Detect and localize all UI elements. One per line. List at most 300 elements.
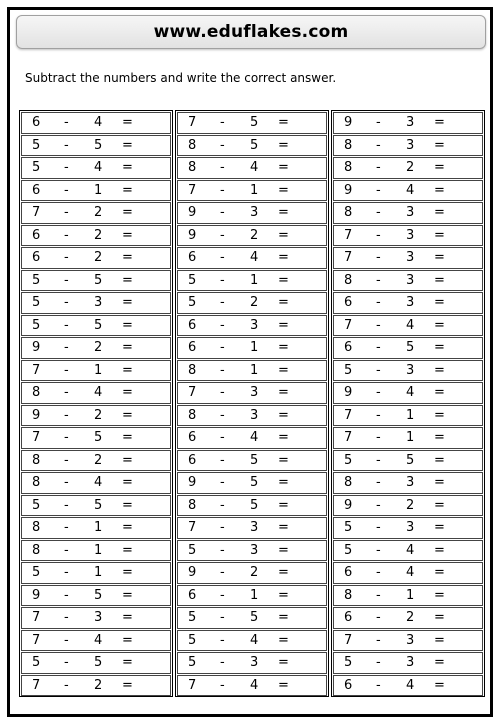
problem-row[interactable] xyxy=(333,202,483,224)
equals-sign: = xyxy=(122,677,133,693)
problem-row[interactable] xyxy=(333,517,483,539)
problem-row[interactable] xyxy=(21,450,171,472)
minuend: 9 xyxy=(32,407,41,423)
equals-sign: = xyxy=(278,362,289,378)
problem-row[interactable] xyxy=(21,112,171,134)
subtrahend: 4 xyxy=(406,565,415,580)
subtrahend: 5 xyxy=(94,430,103,445)
problem-row[interactable] xyxy=(333,360,483,382)
problem-row[interactable] xyxy=(177,382,327,404)
subtrahend: 3 xyxy=(406,295,415,310)
subtrahend: 5 xyxy=(250,452,259,468)
subtrahend: 3 xyxy=(94,610,103,625)
problem-row[interactable] xyxy=(21,427,171,449)
problem-row[interactable] xyxy=(333,292,483,314)
equals-sign: = xyxy=(122,407,133,423)
minus-sign: - xyxy=(64,160,69,175)
problem-row[interactable] xyxy=(333,427,483,449)
problem-row[interactable] xyxy=(21,225,171,247)
equals-sign: = xyxy=(278,497,289,513)
minuend: 6 xyxy=(32,227,41,243)
subtrahend: 3 xyxy=(250,317,259,333)
problem-row[interactable] xyxy=(177,180,327,202)
problem-row[interactable] xyxy=(177,405,327,427)
minuend: 6 xyxy=(344,340,353,355)
subtrahend: 2 xyxy=(406,610,415,625)
subtrahend: 1 xyxy=(94,520,103,535)
equals-sign: = xyxy=(278,542,289,558)
minus-sign: - xyxy=(64,565,69,580)
problem-row[interactable] xyxy=(21,157,171,179)
minuend: 5 xyxy=(32,160,41,175)
minus-sign: - xyxy=(376,565,381,580)
problem-row[interactable] xyxy=(177,472,327,494)
instructions-text: Subtract the numbers and write the correct answer. xyxy=(25,71,337,85)
equals-sign: = xyxy=(122,137,133,153)
equals-sign: = xyxy=(122,587,133,603)
minus-sign: - xyxy=(64,250,69,265)
minus-sign: - xyxy=(376,272,381,288)
subtrahend: 2 xyxy=(94,340,103,355)
problem-row[interactable] xyxy=(333,180,483,202)
minuend: 5 xyxy=(32,655,41,670)
minus-sign: - xyxy=(220,272,225,288)
minus-sign: - xyxy=(376,362,381,378)
problem-row[interactable] xyxy=(333,337,483,359)
problem-row[interactable] xyxy=(333,607,483,629)
subtrahend: 4 xyxy=(406,542,415,558)
equals-sign: = xyxy=(122,295,133,310)
equals-sign: = xyxy=(434,340,445,355)
equals-sign: = xyxy=(434,655,445,670)
minuend: 9 xyxy=(32,587,41,603)
problem-row[interactable] xyxy=(177,427,327,449)
subtrahend: 5 xyxy=(406,452,415,468)
equals-sign: = xyxy=(278,610,289,625)
minus-sign: - xyxy=(64,205,69,220)
problem-row[interactable] xyxy=(177,652,327,674)
subtrahend: 2 xyxy=(250,295,259,310)
minuend: 5 xyxy=(344,542,353,558)
subtrahend: 4 xyxy=(250,632,259,648)
equals-sign: = xyxy=(122,205,133,220)
subtrahend: 3 xyxy=(250,407,259,423)
problem-row[interactable] xyxy=(177,135,327,157)
equals-sign: = xyxy=(122,115,133,130)
minuend: 7 xyxy=(32,362,41,378)
minuend: 6 xyxy=(344,295,353,310)
minus-sign: - xyxy=(64,542,69,558)
subtrahend: 2 xyxy=(94,205,103,220)
equals-sign: = xyxy=(434,610,445,625)
subtrahend: 5 xyxy=(94,655,103,670)
minus-sign: - xyxy=(64,407,69,423)
problem-row[interactable] xyxy=(333,315,483,337)
subtrahend: 1 xyxy=(406,407,415,423)
equals-sign: = xyxy=(278,317,289,333)
minus-sign: - xyxy=(376,250,381,265)
minus-sign: - xyxy=(64,520,69,535)
problem-row[interactable] xyxy=(21,517,171,539)
minus-sign: - xyxy=(220,632,225,648)
problem-row[interactable] xyxy=(21,405,171,427)
problem-row[interactable] xyxy=(21,382,171,404)
problem-row[interactable] xyxy=(333,652,483,674)
problem-row[interactable] xyxy=(333,135,483,157)
minus-sign: - xyxy=(64,430,69,445)
minus-sign: - xyxy=(376,632,381,648)
equals-sign: = xyxy=(434,587,445,603)
problem-row[interactable] xyxy=(333,675,483,697)
subtrahend: 5 xyxy=(94,587,103,603)
problem-column-3 xyxy=(331,110,485,697)
equals-sign: = xyxy=(434,115,445,130)
minus-sign: - xyxy=(376,205,381,220)
problem-row[interactable] xyxy=(333,540,483,562)
equals-sign: = xyxy=(122,475,133,490)
subtrahend: 1 xyxy=(94,362,103,378)
problem-row[interactable] xyxy=(177,540,327,562)
minus-sign: - xyxy=(376,430,381,445)
minuend: 7 xyxy=(32,430,41,445)
minuend: 8 xyxy=(344,475,353,490)
minus-sign: - xyxy=(220,137,225,153)
problem-row[interactable] xyxy=(333,450,483,472)
minuend: 7 xyxy=(344,250,353,265)
problem-row[interactable] xyxy=(177,360,327,382)
minuend: 8 xyxy=(32,520,41,535)
minuend: 7 xyxy=(32,677,41,693)
minuend: 5 xyxy=(344,452,353,468)
minuend: 5 xyxy=(32,317,41,333)
subtrahend: 2 xyxy=(94,227,103,243)
minuend: 7 xyxy=(344,407,353,423)
minus-sign: - xyxy=(220,587,225,603)
problem-row[interactable] xyxy=(177,337,327,359)
minus-sign: - xyxy=(220,160,225,175)
problem-row[interactable] xyxy=(333,495,483,517)
subtrahend: 4 xyxy=(94,385,103,400)
minus-sign: - xyxy=(376,677,381,693)
equals-sign: = xyxy=(122,610,133,625)
minuend: 7 xyxy=(32,632,41,648)
problem-row[interactable] xyxy=(177,315,327,337)
problem-row[interactable] xyxy=(177,517,327,539)
minuend: 7 xyxy=(188,520,197,535)
problem-row[interactable] xyxy=(333,112,483,134)
subtrahend: 3 xyxy=(250,205,259,220)
subtrahend: 3 xyxy=(94,295,103,310)
subtrahend: 1 xyxy=(94,542,103,558)
problem-row[interactable] xyxy=(177,225,327,247)
equals-sign: = xyxy=(434,272,445,288)
minuend: 7 xyxy=(188,182,197,198)
problem-row[interactable] xyxy=(333,157,483,179)
problem-row[interactable] xyxy=(177,270,327,292)
subtrahend: 1 xyxy=(250,182,259,198)
equals-sign: = xyxy=(278,632,289,648)
equals-sign: = xyxy=(122,160,133,175)
problem-row[interactable] xyxy=(21,472,171,494)
equals-sign: = xyxy=(278,452,289,468)
subtrahend: 2 xyxy=(406,497,415,513)
minus-sign: - xyxy=(220,655,225,670)
minus-sign: - xyxy=(376,227,381,243)
site-url: www.eduflakes.com xyxy=(153,22,349,42)
problem-row[interactable] xyxy=(333,247,483,269)
subtrahend: 1 xyxy=(250,272,259,288)
minuend: 6 xyxy=(188,587,197,603)
subtrahend: 1 xyxy=(406,587,415,603)
problem-row[interactable] xyxy=(21,202,171,224)
minuend: 5 xyxy=(344,520,353,535)
subtrahend: 1 xyxy=(250,587,259,603)
subtrahend: 4 xyxy=(94,632,103,648)
equals-sign: = xyxy=(278,205,289,220)
problem-row[interactable] xyxy=(333,562,483,584)
problem-row[interactable] xyxy=(177,495,327,517)
minus-sign: - xyxy=(64,317,69,333)
minus-sign: - xyxy=(376,182,381,198)
subtrahend: 2 xyxy=(250,227,259,243)
subtrahend: 3 xyxy=(406,475,415,490)
equals-sign: = xyxy=(122,340,133,355)
problem-row[interactable] xyxy=(21,180,171,202)
subtrahend: 5 xyxy=(406,340,415,355)
equals-sign: = xyxy=(434,542,445,558)
problem-row[interactable] xyxy=(21,675,171,697)
equals-sign: = xyxy=(434,362,445,378)
minus-sign: - xyxy=(64,587,69,603)
minus-sign: - xyxy=(220,385,225,400)
subtrahend: 2 xyxy=(94,452,103,468)
minus-sign: - xyxy=(220,475,225,490)
minus-sign: - xyxy=(220,610,225,625)
minus-sign: - xyxy=(376,407,381,423)
equals-sign: = xyxy=(434,632,445,648)
problem-row[interactable] xyxy=(177,630,327,652)
problem-row[interactable] xyxy=(333,472,483,494)
equals-sign: = xyxy=(434,227,445,243)
equals-sign: = xyxy=(434,205,445,220)
problem-row[interactable] xyxy=(21,270,171,292)
problem-row[interactable] xyxy=(21,652,171,674)
minuend: 7 xyxy=(344,632,353,648)
minuend: 8 xyxy=(344,587,353,603)
problem-row[interactable] xyxy=(177,292,327,314)
subtrahend: 2 xyxy=(94,250,103,265)
equals-sign: = xyxy=(122,182,133,198)
subtrahend: 5 xyxy=(94,497,103,513)
equals-sign: = xyxy=(434,677,445,693)
equals-sign: = xyxy=(278,385,289,400)
minus-sign: - xyxy=(220,227,225,243)
minus-sign: - xyxy=(64,475,69,490)
minus-sign: - xyxy=(64,340,69,355)
problem-row[interactable] xyxy=(177,450,327,472)
minus-sign: - xyxy=(64,227,69,243)
subtrahend: 2 xyxy=(94,407,103,423)
subtrahend: 4 xyxy=(250,430,259,445)
subtrahend: 5 xyxy=(250,497,259,513)
problem-row[interactable] xyxy=(21,337,171,359)
equals-sign: = xyxy=(122,385,133,400)
subtrahend: 3 xyxy=(406,250,415,265)
problem-row[interactable] xyxy=(333,382,483,404)
minus-sign: - xyxy=(220,677,225,693)
problem-row[interactable] xyxy=(21,247,171,269)
equals-sign: = xyxy=(122,272,133,288)
equals-sign: = xyxy=(434,565,445,580)
problem-row[interactable] xyxy=(177,202,327,224)
minuend: 7 xyxy=(188,385,197,400)
equals-sign: = xyxy=(278,340,289,355)
problem-row[interactable] xyxy=(21,540,171,562)
equals-sign: = xyxy=(434,475,445,490)
minuend: 6 xyxy=(344,565,353,580)
minus-sign: - xyxy=(220,452,225,468)
minuend: 8 xyxy=(188,362,197,378)
minuend: 9 xyxy=(344,182,353,198)
subtrahend: 4 xyxy=(406,677,415,693)
minus-sign: - xyxy=(220,497,225,513)
equals-sign: = xyxy=(122,250,133,265)
minus-sign: - xyxy=(64,632,69,648)
problem-row[interactable] xyxy=(333,270,483,292)
equals-sign: = xyxy=(434,452,445,468)
equals-sign: = xyxy=(122,542,133,558)
problem-row[interactable] xyxy=(21,495,171,517)
subtrahend: 3 xyxy=(406,520,415,535)
minuend: 5 xyxy=(188,632,197,648)
minus-sign: - xyxy=(64,385,69,400)
problem-row[interactable] xyxy=(21,315,171,337)
subtrahend: 1 xyxy=(250,340,259,355)
problem-row[interactable] xyxy=(21,585,171,607)
equals-sign: = xyxy=(278,137,289,153)
minus-sign: - xyxy=(376,542,381,558)
equals-sign: = xyxy=(278,565,289,580)
minuend: 8 xyxy=(32,475,41,490)
minuend: 7 xyxy=(32,205,41,220)
minus-sign: - xyxy=(220,565,225,580)
problem-row[interactable] xyxy=(21,562,171,584)
equals-sign: = xyxy=(434,295,445,310)
problem-row[interactable] xyxy=(177,675,327,697)
subtrahend: 4 xyxy=(406,182,415,198)
minus-sign: - xyxy=(220,542,225,558)
subtrahend: 5 xyxy=(94,317,103,333)
minuend: 6 xyxy=(32,250,41,265)
problem-row[interactable] xyxy=(21,292,171,314)
minuend: 9 xyxy=(32,340,41,355)
minus-sign: - xyxy=(64,182,69,198)
equals-sign: = xyxy=(434,160,445,175)
minus-sign: - xyxy=(220,362,225,378)
minuend: 9 xyxy=(344,385,353,400)
problem-row[interactable] xyxy=(177,607,327,629)
minus-sign: - xyxy=(220,295,225,310)
minuend: 6 xyxy=(188,452,197,468)
problem-row[interactable] xyxy=(21,607,171,629)
subtrahend: 5 xyxy=(250,137,259,153)
equals-sign: = xyxy=(278,250,289,265)
minuend: 6 xyxy=(344,677,353,693)
problem-column-2 xyxy=(175,110,329,697)
minuend: 7 xyxy=(188,677,197,693)
equals-sign: = xyxy=(278,115,289,130)
minuend: 6 xyxy=(188,340,197,355)
equals-sign: = xyxy=(434,407,445,423)
equals-sign: = xyxy=(122,497,133,513)
subtrahend: 4 xyxy=(94,160,103,175)
equals-sign: = xyxy=(278,677,289,693)
minuend: 5 xyxy=(32,565,41,580)
minuend: 8 xyxy=(32,542,41,558)
minuend: 5 xyxy=(32,295,41,310)
subtrahend: 5 xyxy=(250,610,259,625)
minuend: 8 xyxy=(188,160,197,175)
minus-sign: - xyxy=(376,475,381,490)
minuend: 6 xyxy=(32,182,41,198)
equals-sign: = xyxy=(122,317,133,333)
problem-row[interactable] xyxy=(333,225,483,247)
minuend: 8 xyxy=(344,272,353,288)
minuend: 5 xyxy=(32,497,41,513)
problem-row[interactable] xyxy=(333,630,483,652)
subtrahend: 1 xyxy=(250,362,259,378)
subtrahend: 5 xyxy=(94,272,103,288)
subtrahend: 3 xyxy=(406,632,415,648)
problem-row[interactable] xyxy=(21,630,171,652)
problem-row[interactable] xyxy=(333,405,483,427)
problem-row[interactable] xyxy=(177,157,327,179)
minuend: 5 xyxy=(344,655,353,670)
minus-sign: - xyxy=(64,295,69,310)
minuend: 5 xyxy=(32,272,41,288)
minuend: 7 xyxy=(344,227,353,243)
minuend: 8 xyxy=(188,407,197,423)
problem-row[interactable] xyxy=(177,585,327,607)
minus-sign: - xyxy=(64,115,69,130)
equals-sign: = xyxy=(434,385,445,400)
minuend: 5 xyxy=(188,655,197,670)
problem-row[interactable] xyxy=(333,585,483,607)
equals-sign: = xyxy=(278,520,289,535)
minuend: 8 xyxy=(32,385,41,400)
minus-sign: - xyxy=(376,295,381,310)
problem-row[interactable] xyxy=(177,247,327,269)
equals-sign: = xyxy=(434,520,445,535)
problem-row[interactable] xyxy=(177,562,327,584)
subtrahend: 4 xyxy=(406,317,415,333)
problem-row[interactable] xyxy=(21,360,171,382)
problem-row[interactable] xyxy=(21,135,171,157)
minus-sign: - xyxy=(376,520,381,535)
problem-row[interactable] xyxy=(177,112,327,134)
equals-sign: = xyxy=(122,632,133,648)
equals-sign: = xyxy=(122,452,133,468)
subtrahend: 1 xyxy=(406,430,415,445)
minus-sign: - xyxy=(64,497,69,513)
minuend: 6 xyxy=(188,250,197,265)
subtrahend: 3 xyxy=(406,362,415,378)
equals-sign: = xyxy=(278,227,289,243)
subtrahend: 4 xyxy=(406,385,415,400)
minus-sign: - xyxy=(220,115,225,130)
equals-sign: = xyxy=(278,475,289,490)
minuend: 6 xyxy=(188,430,197,445)
